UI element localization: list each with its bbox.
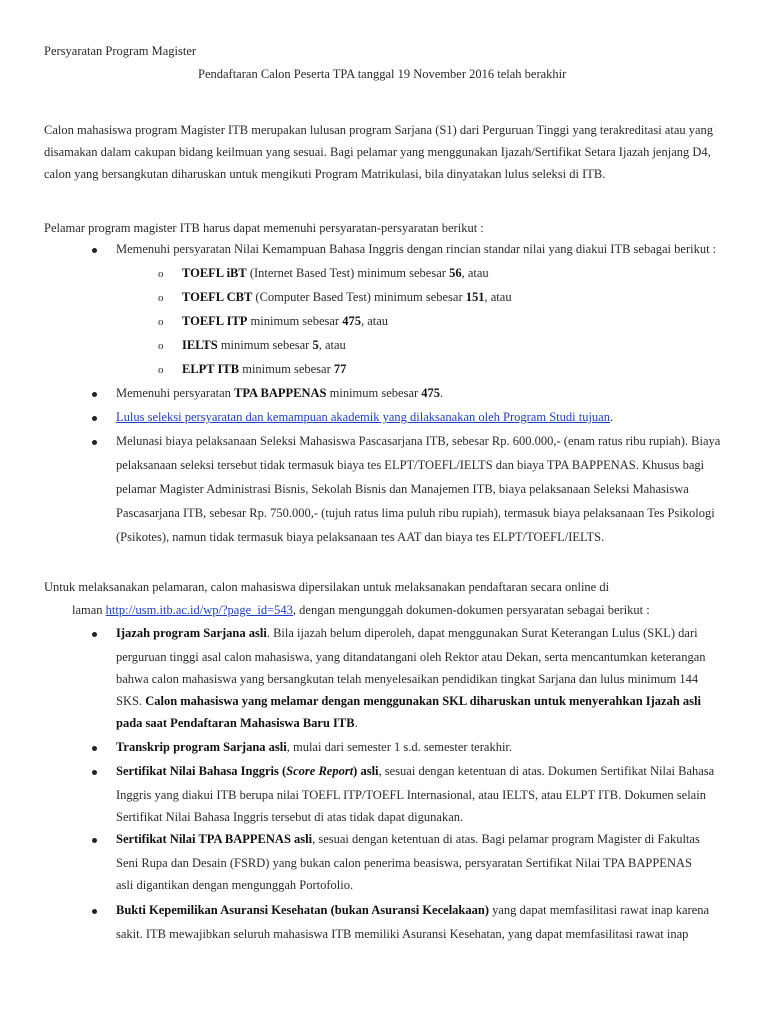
doc-ijazah-line: SKS. Calon mahasiswa yang melamar dengan menggunakan SKL diharuskan untuk menyerahkan Ijazah asli [116,694,701,708]
bullet-icon [92,746,97,751]
requirement-english: Memenuhi persyaratan Nilai Kemampuan Bahasa Inggris dengan rincian standar nilai yang diakui ITB sebagai berikut : [116,242,717,256]
circle-bullet-icon: o [158,340,164,352]
sub-item-toefl-itp: TOEFL ITP minimum sebesar 475, atau [182,314,389,328]
sub-item-ielts: IELTS minimum sebesar 5, atau [182,338,346,352]
bullet-icon [92,770,97,775]
sub-item-toefl-cbt: TOEFL CBT (Computer Based Test) minimum sebesar 151, atau [182,290,512,304]
bullet-icon [92,632,97,637]
circle-bullet-icon: o [158,316,164,328]
doc-tpa-cert-line: Seni Rupa dan Desain (FSRD) yang bukan calon penerima beasiswa, persyaratan Sertifikat Nilai TPA BAPPENAS [116,856,692,870]
doc-tpa-cert: Sertifikat Nilai TPA BAPPENAS asli, sesuai dengan ketentuan di atas. Bagi pelamar program Magister di Fakultas [116,832,700,846]
requirement-tpa: Memenuhi persyaratan TPA BAPPENAS minimum sebesar 475. [116,386,444,400]
academic-selection-link[interactable]: Lulus seleksi persyaratan dan kemampuan akademik yang dilaksanakan oleh Program Studi tujuan [116,410,610,424]
circle-bullet-icon: o [158,292,164,304]
requirement-academic: Lulus seleksi persyaratan dan kemampuan akademik yang dilaksanakan oleh Program Studi tujuan. [116,410,614,424]
fee-line: (Psikotes), namun tidak termasuk biaya pelaksanaan tes AAT dan biaya tes ELPT/TOEFL/IELTS. [116,530,605,544]
intro-line: disamakan dalam cakupan bidang keilmuan yang sesuai. Bagi pelamar yang menggunakan Ijazah/Sertifikat Setara Ijazah jenjang D4, [44,145,711,159]
doc-ijazah-line: perguruan tinggi asal calon mahasiswa, yang ditandatangani oleh Rektor atau Dekan, serta mencantumkan keterangan [116,650,706,664]
circle-bullet-icon: o [158,268,164,280]
doc-ijazah-line: bahwa calon mahasiswa yang bersangkutan telah menyelesaikan pendidikan tingkat Sarjana dan lulus minimum 144 [116,672,699,686]
sub-item-toefl-ibt: TOEFL iBT (Internet Based Test) minimum sebesar 56, atau [182,266,489,280]
page-title: Persyaratan Program Magister [44,44,197,58]
bullet-icon [92,440,97,445]
bullet-icon [92,909,97,914]
usm-link[interactable]: http://usm.itb.ac.id/wp/?page_id=543 [105,603,293,617]
bullet-icon [92,416,97,421]
notice-text: Pendaftaran Calon Peserta TPA tanggal 19 November 2016 telah berakhir [198,67,567,81]
circle-bullet-icon: o [158,364,164,376]
sub-item-elpt: ELPT ITB minimum sebesar 77 [182,362,347,376]
apply-line: Untuk melaksanakan pelamaran, calon mahasiswa dipersilakan untuk melaksanakan pendaftaran secara online di [44,580,610,594]
intro-line: calon yang bersangkutan diharuskan untuk mengikuti Program Matrikulasi, bila dinyatakan lulus seleksi di ITB. [44,167,606,181]
doc-insurance-line: sakit. ITB mewajibkan seluruh mahasiswa ITB memiliki Asuransi Kesehatan, yang dapat memfasilitasi rawat inap [116,927,689,941]
bullet-icon [92,248,97,253]
fee-line: pelaksanaan seleksi tersebut tidak termasuk biaya tes ELPT/TOEFL/IELTS dan biaya TPA BAPPENAS. Khusus bagi [116,458,705,472]
doc-english-cert: Sertifikat Nilai Bahasa Inggris (Score Report) asli, sesuai dengan ketentuan di atas. Dokumen Sertifikat Nilai Bahasa [116,764,715,778]
doc-english-cert-line: Sertifikat Nilai Bahasa Inggris tersebut di atas tidak dapat digunakan. [116,810,464,824]
doc-insurance: Bukti Kepemilikan Asuransi Kesehatan (bukan Asuransi Kecelakaan) yang dapat memfasilitasi rawat inap karena [116,903,710,917]
apply-line: laman http://usm.itb.ac.id/wp/?page_id=543, dengan mengunggah dokumen-dokumen persyaratan sebagai berikut : [72,603,650,617]
doc-english-cert-line: Inggris yang diakui ITB berupa nilai TOEFL ITP/TOEFL Internasional, atau IELTS, atau ELPT ITB. Dokumen selain [116,788,706,802]
fee-line: Melunasi biaya pelaksanaan Seleksi Mahasiswa Pascasarjana ITB, sebesar Rp. 600.000,- (enam ratus ribu rupiah). Biaya [116,434,721,448]
fee-line: pelamar Magister Administrasi Bisnis, Sekolah Bisnis dan Manajemen ITB, biaya pelaksanaan Seleksi Mahasiswa [116,482,689,496]
doc-ijazah: Ijazah program Sarjana asli. Bila ijazah belum diperoleh, dapat menggunakan Surat Keterangan Lulus (SKL) dari [116,626,698,640]
doc-transkrip: Transkrip program Sarjana asli, mulai dari semester 1 s.d. semester terakhir. [116,740,513,754]
intro-line: Calon mahasiswa program Magister ITB merupakan lulusan program Sarjana (S1) dari Perguruan Tinggi yang terakreditasi atau yang [44,123,714,137]
doc-tpa-cert-line: asli digantikan dengan mengunggah Portofolio. [116,878,354,892]
doc-ijazah-line: pada saat Pendaftaran Mahasiswa Baru ITB. [116,716,358,730]
requirements-intro: Pelamar program magister ITB harus dapat memenuhi persyaratan-persyaratan berikut : [44,221,484,235]
fee-line: Pascasarjana ITB, sebesar Rp. 750.000,- (tujuh ratus lima puluh ribu rupiah), termasuk biaya pelaksanaan Tes Psikologi [116,506,715,520]
bullet-icon [92,838,97,843]
bullet-icon [92,392,97,397]
